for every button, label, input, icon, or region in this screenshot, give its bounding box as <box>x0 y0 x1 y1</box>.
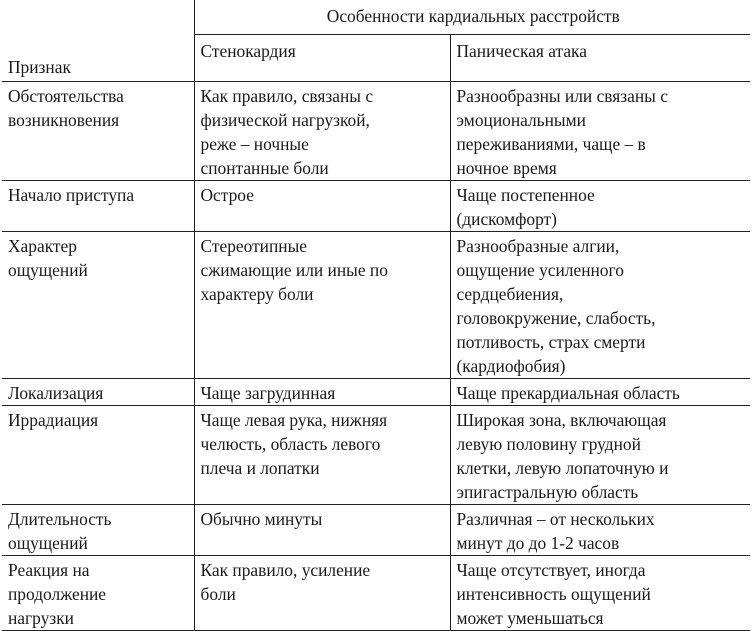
row-feature: Иррадиация <box>2 406 194 505</box>
row-feature: Характер ощущений <box>2 232 194 379</box>
row-feature: Длительность ощущений <box>2 505 194 556</box>
row-angina: Чаще левая рука, нижняя челюсть, область левого плеча и лопатки <box>194 406 450 505</box>
row-panic: Широкая зона, включающая левую половину грудной клетки, левую лопаточную и эпигастральную область <box>450 406 750 505</box>
row-panic: Чаще постепенное (дискомфорт) <box>450 181 750 232</box>
row-feature: Обстоятельства возникновения <box>2 82 194 181</box>
header-panic: Паническая атака <box>450 35 750 82</box>
row-panic: Разнообразны или связаны с эмоциональными переживаниями, чаще – в ночное время <box>450 82 750 181</box>
row-angina: Как правило, усиление боли <box>194 556 450 631</box>
table-row <box>2 505 750 556</box>
row-angina: Обычно минуты <box>194 505 450 556</box>
table-row <box>2 181 750 232</box>
row-angina: Острое <box>194 181 450 232</box>
table-row <box>2 232 750 379</box>
header-row-group <box>2 0 750 35</box>
row-angina: Чаще загрудинная <box>194 379 450 406</box>
row-angina: Стереотипные сжимающие или иные по характеру боли <box>194 232 450 379</box>
row-feature: Локализация <box>2 379 194 406</box>
row-panic: Чаще прекардиальная область <box>450 379 750 406</box>
table-row <box>2 556 750 631</box>
table-row <box>2 406 750 505</box>
row-feature: Реакция на продолжение нагрузки <box>2 556 194 631</box>
header-feature: Признак <box>2 0 194 82</box>
header-angina: Стенокардия <box>194 35 450 82</box>
row-panic: Различная – от нескольких минут до до 1-2 часов <box>450 505 750 556</box>
row-panic: Разнообразные алгии, ощущение усиленного сердцебиения, головокружение, слабость, потливость, страх смерти (кардиофобия) <box>450 232 750 379</box>
row-angina: Как правило, связаны с физической нагрузкой, реже – ночные спонтанные боли <box>194 82 450 181</box>
header-group-title: Особенности кардиальных расстройств <box>194 0 750 35</box>
table-row <box>2 82 750 181</box>
table-row <box>2 379 750 406</box>
row-panic: Чаще отсутствует, иногда интенсивность ощущений может уменьшаться <box>450 556 750 631</box>
comparison-table <box>2 0 750 631</box>
row-feature: Начало приступа <box>2 181 194 232</box>
